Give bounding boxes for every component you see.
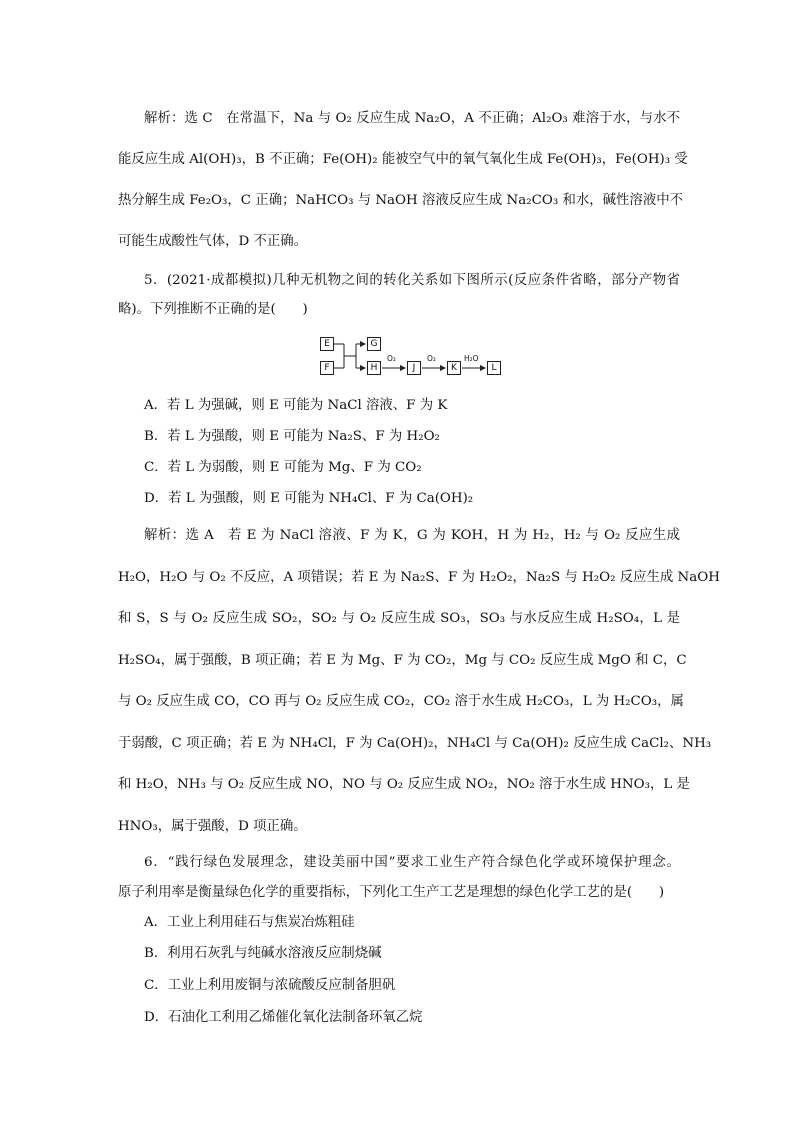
node-f: F bbox=[320, 361, 334, 375]
solution5-line-7: 和 H₂O，NH₃ 与 O₂ 反应生成 NO，NO 与 O₂ 反应生成 NO₂，NO₂ 溶于水生成 HNO₃，L 是 bbox=[118, 777, 690, 792]
solution5-line-4: H₂SO₄，属于强酸，B 项正确；若 E 为 Mg、F 为 CO₂，Mg 与 CO₂ 反应生成 MgO 和 C，C bbox=[118, 653, 687, 668]
node-j: J bbox=[407, 361, 421, 375]
question5-option-c: C．若 L 为弱酸，则 E 可能为 Mg、F 为 CO₂ bbox=[144, 460, 422, 475]
question5-stem-line-1: 5．(2021·成都模拟)几种无机物之间的转化关系如下图所示(反应条件省略，部分产物省 bbox=[144, 273, 680, 288]
solution5-line-5: 与 O₂ 反应生成 CO，CO 再与 O₂ 反应生成 CO₂，CO₂ 溶于水生成 H₂CO₃，L 为 H₂CO₃，属 bbox=[118, 694, 684, 709]
solution5-line-2: H₂O，H₂O 与 O₂ 不反应，A 项错误；若 E 为 Na₂S、F 为 H₂O₂，Na₂S 与 H₂O₂ 反应生成 NaOH bbox=[118, 570, 720, 585]
arrow-label-o2-1: O₂ bbox=[387, 354, 396, 363]
solution5-line-8: HNO₃，属于强酸，D 项正确。 bbox=[118, 819, 307, 834]
solution5-line-3: 和 S，S 与 O₂ 反应生成 SO₂，SO₂ 与 O₂ 反应生成 SO₃，SO₃ 与水反应生成 H₂SO₄，L 是 bbox=[118, 611, 680, 626]
question5-option-d: D．若 L 为强酸，则 E 可能为 NH₄Cl、F 为 Ca(OH)₂ bbox=[144, 491, 474, 506]
question5-option-a: A．若 L 为强碱，则 E 可能为 NaCl 溶液、F 为 K bbox=[144, 398, 448, 413]
node-l: L bbox=[487, 361, 501, 375]
node-h: H bbox=[367, 361, 381, 375]
question5-stem-line-2: 略)。下列推断不正确的是( ) bbox=[118, 302, 308, 317]
question6-option-a: A．工业上利用硅石与焦炭冶炼粗硅 bbox=[144, 915, 355, 930]
arrow-label-o2-2: O₂ bbox=[427, 354, 436, 363]
question6-option-d: D．石油化工利用乙烯催化氧化法制备环氧乙烷 bbox=[144, 1010, 423, 1025]
conversion-diagram bbox=[312, 332, 512, 378]
node-g: G bbox=[367, 337, 381, 351]
solution4-line-3: 热分解生成 Fe₂O₃，C 正确；NaHCO₃ 与 NaOH 溶液反应生成 Na₂CO₃ 和水，碱性溶液中不 bbox=[118, 193, 683, 208]
node-e: E bbox=[320, 337, 334, 351]
solution5-line-6: 于弱酸，C 项正确；若 E 为 NH₄Cl，F 为 Ca(OH)₂，NH₄Cl 与 Ca(OH)₂ 反应生成 CaCl₂、NH₃ bbox=[118, 736, 712, 751]
question6-stem-line-1: 6．“践行绿色发展理念，建设美丽中国”要求工业生产符合绿色化学或环境保护理念。 bbox=[144, 855, 680, 870]
question6-option-c: C．工业上利用废铜与浓硫酸反应制备胆矾 bbox=[144, 978, 396, 993]
arrow-label-h2o: H₂O bbox=[464, 354, 479, 363]
solution5-line-1: 解析：选 A 若 E 为 NaCl 溶液、F 为 K，G 为 KOH，H 为 H₂，H₂ 与 O₂ 反应生成 bbox=[144, 528, 680, 543]
solution4-line-2: 能反应生成 Al(OH)₃，B 不正确；Fe(OH)₂ 能被空气中的氧气氧化生成 Fe(OH)₃，Fe(OH)₃ 受 bbox=[118, 152, 688, 167]
question6-stem-line-2: 原子利用率是衡量绿色化学的重要指标，下列化工生产工艺是理想的绿色化学工艺的是( ) bbox=[118, 885, 665, 900]
question6-option-b: B．利用石灰乳与纯碱水溶液反应制烧碱 bbox=[144, 946, 382, 961]
question5-option-b: B．若 L 为强酸，则 E 可能为 Na₂S、F 为 H₂O₂ bbox=[144, 429, 440, 444]
node-k: K bbox=[447, 361, 461, 375]
solution4-line-1: 解析：选 C 在常温下，Na 与 O₂ 反应生成 Na₂O，A 不正确；Al₂O₃ 难溶于水，与水不 bbox=[144, 111, 680, 126]
solution4-line-4: 可能生成酸性气体，D 不正确。 bbox=[118, 234, 308, 249]
